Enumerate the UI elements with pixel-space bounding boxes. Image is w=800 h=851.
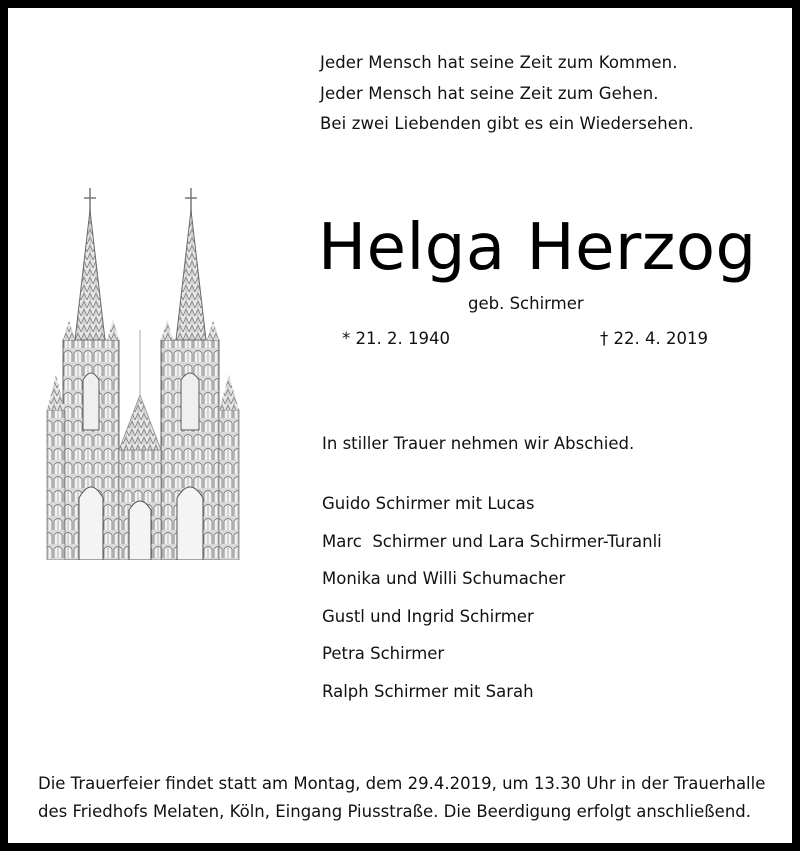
farewell-line: In stiller Trauer nehmen wir Abschied. — [322, 434, 635, 453]
poem-line: Jeder Mensch hat seine Zeit zum Gehen. — [320, 83, 659, 103]
list-item: Ralph Schirmer mit Sarah — [322, 681, 534, 701]
list-item: Gustl und Ingrid Schirmer — [322, 606, 534, 626]
poem-line: Jeder Mensch hat seine Zeit zum Kommen. — [320, 53, 678, 72]
death-date: † 22. 4. 2019 — [600, 329, 708, 348]
birth-date: * 21. 2. 1940 — [342, 329, 450, 348]
funeral-line: Die Trauerfeier findet statt am Montag, dem 29.4.2019, um 13.30 Uhr in der Trauerhalle — [38, 774, 766, 793]
funeral-notice — [38, 770, 768, 826]
maiden-name: geb. Schirmer — [468, 294, 584, 313]
list-item: Monika und Willi Schumacher — [322, 569, 566, 588]
cathedral-icon — [33, 180, 243, 560]
list-item: Guido Schirmer mit Lucas — [322, 494, 535, 513]
deceased-name: Helga Herzog — [318, 211, 757, 285]
poem — [320, 48, 694, 140]
list-item: Marc Schirmer und Lara Schirmer-Turanli — [322, 531, 662, 551]
list-item: Petra Schirmer — [322, 644, 445, 663]
funeral-line: des Friedhofs Melaten, Köln, Eingang Piusstraße. Die Beerdigung erfolgt anschließend. — [38, 802, 751, 821]
poem-line: Bei zwei Liebenden gibt es ein Wiedersehen. — [320, 114, 694, 133]
mourners-list — [322, 485, 662, 710]
